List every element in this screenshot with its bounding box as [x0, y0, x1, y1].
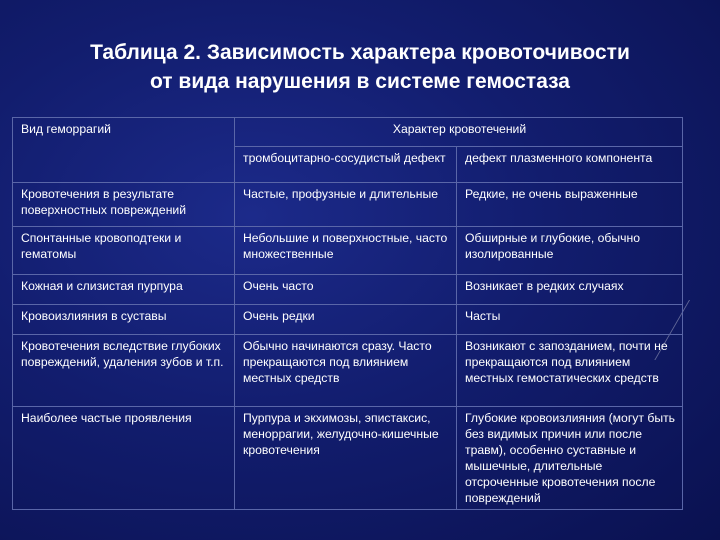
row-cell-platelet: Обычно начинаются сразу. Часто прекращаются под влиянием местных средств — [235, 335, 457, 407]
row-label: Кровотечения в результате поверхностных повреждений — [13, 183, 235, 227]
header-row — [13, 118, 683, 147]
title-line-2: от вида нарушения в системе гемостаза — [150, 70, 570, 93]
table-row — [13, 227, 683, 275]
row-cell-platelet: Очень редки — [235, 305, 457, 335]
table-row — [13, 407, 683, 510]
row-cell-platelet: Частые, профузные и длительные — [235, 183, 457, 227]
row-label: Кровотечения вследствие глубоких повреждений, удаления зубов и т.п. — [13, 335, 235, 407]
title-line-1: Таблица 2. Зависимость характера кровоточивости — [90, 41, 630, 64]
row-label: Наиболее частые проявления — [13, 407, 235, 510]
table-row — [13, 305, 683, 335]
row-cell-plasma: Глубокие кровоизлияния (могут быть без видимых причин или после травм), особенно суставные и мышечные, длительные отсроченные кровотечения после повреждений — [457, 407, 683, 510]
row-cell-plasma: Обширные и глубокие, обычно изолированные — [457, 227, 683, 275]
row-cell-platelet: Пурпура и экхимозы, эпистаксис, меноррагии, желудочно-кишечные кровотечения — [235, 407, 457, 510]
page-title — [0, 38, 720, 96]
row-label: Спонтанные кровоподтеки и гематомы — [13, 227, 235, 275]
subheader-platelet-vascular: тромбоцитарно-сосудистый дефект — [235, 147, 457, 183]
header-hemorrhage-type: Вид геморрагий — [13, 118, 235, 183]
table-row — [13, 335, 683, 407]
table-row — [13, 183, 683, 227]
row-cell-platelet: Небольшие и поверхностные, часто множественные — [235, 227, 457, 275]
row-cell-plasma: Возникают с запозданием, почти не прекращаются под влиянием местных гемостатических средств — [457, 335, 683, 407]
row-cell-plasma: Возникает в редких случаях — [457, 275, 683, 305]
row-cell-platelet: Очень часто — [235, 275, 457, 305]
row-label: Кровоизлияния в суставы — [13, 305, 235, 335]
table-row — [13, 275, 683, 305]
row-cell-plasma: Часты — [457, 305, 683, 335]
hemostasis-table — [12, 117, 683, 510]
row-cell-plasma: Редкие, не очень выраженные — [457, 183, 683, 227]
row-label: Кожная и слизистая пурпура — [13, 275, 235, 305]
subheader-plasma: дефект плазменного компонента — [457, 147, 683, 183]
header-bleeding-character: Характер кровотечений — [235, 118, 683, 147]
